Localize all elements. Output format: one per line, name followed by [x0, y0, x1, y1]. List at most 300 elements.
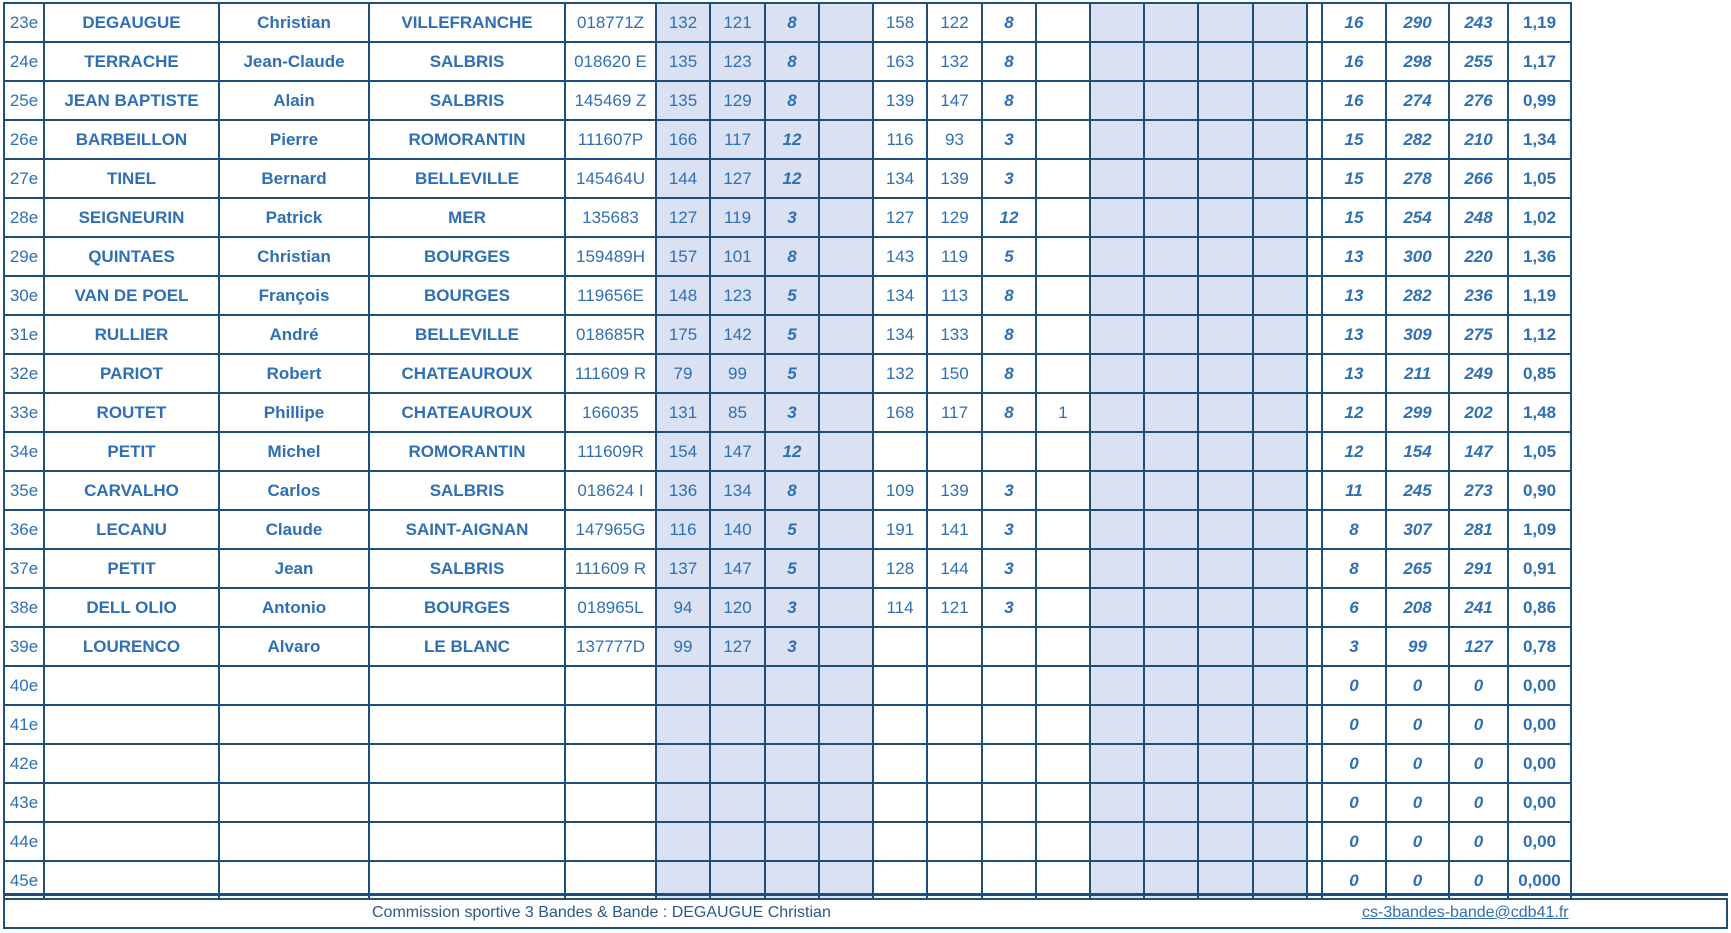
total-points: 0 — [1322, 666, 1386, 705]
empty-cell — [1198, 42, 1253, 81]
total-caroms: 0 — [1386, 861, 1449, 900]
match2-innings: 150 — [927, 354, 982, 393]
average-value: 0,91 — [1508, 549, 1571, 588]
match1-points: 116 — [656, 510, 710, 549]
player-firstname: Jean — [219, 549, 369, 588]
total-innings: 249 — [1449, 354, 1508, 393]
empty-cell — [1198, 822, 1253, 861]
player-name — [44, 705, 219, 744]
match1-innings: 123 — [710, 42, 765, 81]
player-name: TINEL — [44, 159, 219, 198]
empty-cell — [1144, 198, 1198, 237]
empty-cell — [1144, 822, 1198, 861]
license-number: 018965L — [565, 588, 656, 627]
empty-cell — [1253, 198, 1307, 237]
total-points: 16 — [1322, 81, 1386, 120]
match2-score: 8 — [982, 42, 1036, 81]
match1-points: 99 — [656, 627, 710, 666]
rank-cell: 37e — [4, 549, 44, 588]
match2-points — [873, 822, 927, 861]
match2-points: 139 — [873, 81, 927, 120]
club-name — [369, 822, 565, 861]
table-row — [4, 120, 1571, 159]
match1-points — [656, 822, 710, 861]
match1-score — [765, 705, 819, 744]
total-innings: 243 — [1449, 3, 1508, 42]
match1-innings: 134 — [710, 471, 765, 510]
spacer-cell — [1307, 588, 1322, 627]
empty-cell — [1090, 783, 1144, 822]
empty-cell — [1198, 510, 1253, 549]
empty-cell — [819, 588, 873, 627]
match3-points — [1036, 549, 1090, 588]
player-name: PARIOT — [44, 354, 219, 393]
match1-score: 3 — [765, 393, 819, 432]
table-row — [4, 471, 1571, 510]
match2-points: 163 — [873, 42, 927, 81]
table-row — [4, 510, 1571, 549]
rank-cell: 34e — [4, 432, 44, 471]
total-innings: 0 — [1449, 666, 1508, 705]
match1-score — [765, 744, 819, 783]
player-name: PETIT — [44, 432, 219, 471]
match1-innings: 127 — [710, 627, 765, 666]
player-name — [44, 666, 219, 705]
match1-innings — [710, 822, 765, 861]
match2-score: 3 — [982, 159, 1036, 198]
match1-innings — [710, 666, 765, 705]
total-points: 16 — [1322, 42, 1386, 81]
club-name: CHATEAUROUX — [369, 393, 565, 432]
club-name — [369, 705, 565, 744]
match1-innings — [710, 705, 765, 744]
spacer-cell — [1307, 198, 1322, 237]
empty-cell — [1144, 510, 1198, 549]
empty-cell — [1253, 315, 1307, 354]
total-innings: 0 — [1449, 861, 1508, 900]
match2-score: 3 — [982, 510, 1036, 549]
match1-score: 8 — [765, 81, 819, 120]
player-firstname: Michel — [219, 432, 369, 471]
match1-innings: 119 — [710, 198, 765, 237]
empty-cell — [1198, 783, 1253, 822]
match1-score: 12 — [765, 159, 819, 198]
spacer-cell — [1307, 42, 1322, 81]
player-firstname — [219, 705, 369, 744]
match2-points — [873, 666, 927, 705]
total-caroms: 0 — [1386, 705, 1449, 744]
rank-cell: 27e — [4, 159, 44, 198]
match1-score: 3 — [765, 588, 819, 627]
average-value: 1,05 — [1508, 432, 1571, 471]
match3-points — [1036, 666, 1090, 705]
table-row — [4, 822, 1571, 861]
total-innings: 248 — [1449, 198, 1508, 237]
match2-points: 168 — [873, 393, 927, 432]
match1-points: 132 — [656, 3, 710, 42]
empty-cell — [819, 627, 873, 666]
player-firstname: Jean-Claude — [219, 42, 369, 81]
empty-cell — [1090, 510, 1144, 549]
empty-cell — [1090, 42, 1144, 81]
match2-points: 143 — [873, 237, 927, 276]
rank-cell: 39e — [4, 627, 44, 666]
club-name: BOURGES — [369, 588, 565, 627]
match2-score: 3 — [982, 471, 1036, 510]
total-points: 15 — [1322, 120, 1386, 159]
club-name: SALBRIS — [369, 471, 565, 510]
empty-cell — [1253, 705, 1307, 744]
empty-cell — [1144, 120, 1198, 159]
match3-points — [1036, 42, 1090, 81]
match2-innings — [927, 627, 982, 666]
empty-cell — [1144, 783, 1198, 822]
match2-innings: 119 — [927, 237, 982, 276]
total-caroms: 154 — [1386, 432, 1449, 471]
total-points: 8 — [1322, 510, 1386, 549]
average-value: 0,99 — [1508, 81, 1571, 120]
club-name: CHATEAUROUX — [369, 354, 565, 393]
match3-points — [1036, 198, 1090, 237]
spacer-cell — [1307, 81, 1322, 120]
average-value: 1,19 — [1508, 276, 1571, 315]
empty-cell — [1198, 159, 1253, 198]
total-points: 11 — [1322, 471, 1386, 510]
match1-score — [765, 666, 819, 705]
total-innings: 276 — [1449, 81, 1508, 120]
match2-points: 127 — [873, 198, 927, 237]
total-points: 13 — [1322, 315, 1386, 354]
match2-score — [982, 744, 1036, 783]
spacer-cell — [1307, 315, 1322, 354]
license-number: 018620 E — [565, 42, 656, 81]
total-innings: 0 — [1449, 783, 1508, 822]
total-caroms: 265 — [1386, 549, 1449, 588]
total-points: 13 — [1322, 237, 1386, 276]
match1-points: 148 — [656, 276, 710, 315]
spacer-cell — [1307, 627, 1322, 666]
empty-cell — [1198, 198, 1253, 237]
empty-cell — [1198, 549, 1253, 588]
player-name — [44, 822, 219, 861]
total-innings: 202 — [1449, 393, 1508, 432]
rank-cell: 29e — [4, 237, 44, 276]
match1-innings: 123 — [710, 276, 765, 315]
empty-cell — [1090, 120, 1144, 159]
empty-cell — [1090, 432, 1144, 471]
total-caroms: 211 — [1386, 354, 1449, 393]
match1-innings: 147 — [710, 432, 765, 471]
total-innings: 266 — [1449, 159, 1508, 198]
match2-score: 12 — [982, 198, 1036, 237]
table-row — [4, 276, 1571, 315]
empty-cell — [1198, 705, 1253, 744]
average-value: 0,90 — [1508, 471, 1571, 510]
spacer-cell — [1307, 432, 1322, 471]
match1-points: 144 — [656, 159, 710, 198]
empty-cell — [1198, 81, 1253, 120]
total-caroms: 245 — [1386, 471, 1449, 510]
match3-points — [1036, 354, 1090, 393]
license-number: 111607P — [565, 120, 656, 159]
empty-cell — [819, 432, 873, 471]
total-innings: 0 — [1449, 744, 1508, 783]
match2-points: 116 — [873, 120, 927, 159]
table-row — [4, 3, 1571, 42]
empty-cell — [819, 276, 873, 315]
empty-cell — [1253, 471, 1307, 510]
match2-score — [982, 432, 1036, 471]
empty-cell — [1144, 159, 1198, 198]
average-value: 0,00 — [1508, 666, 1571, 705]
match2-innings: 139 — [927, 159, 982, 198]
match1-points: 131 — [656, 393, 710, 432]
club-name: BOURGES — [369, 237, 565, 276]
player-firstname — [219, 666, 369, 705]
empty-cell — [1090, 3, 1144, 42]
match1-score: 5 — [765, 354, 819, 393]
total-caroms: 0 — [1386, 822, 1449, 861]
empty-cell — [1198, 666, 1253, 705]
total-points: 12 — [1322, 393, 1386, 432]
empty-cell — [1253, 666, 1307, 705]
match2-score — [982, 627, 1036, 666]
match3-points — [1036, 81, 1090, 120]
empty-cell — [1090, 276, 1144, 315]
table-row — [4, 432, 1571, 471]
total-innings: 273 — [1449, 471, 1508, 510]
average-value: 1,05 — [1508, 159, 1571, 198]
match1-score: 8 — [765, 471, 819, 510]
empty-cell — [1144, 42, 1198, 81]
match2-innings — [927, 744, 982, 783]
table-row — [4, 627, 1571, 666]
match2-score: 5 — [982, 237, 1036, 276]
player-firstname: Christian — [219, 237, 369, 276]
match1-innings: 99 — [710, 354, 765, 393]
match2-innings — [927, 666, 982, 705]
empty-cell — [819, 81, 873, 120]
total-points: 0 — [1322, 783, 1386, 822]
average-value: 0,00 — [1508, 744, 1571, 783]
match2-innings — [927, 705, 982, 744]
player-name: LOURENCO — [44, 627, 219, 666]
club-name: BELLEVILLE — [369, 315, 565, 354]
total-caroms: 208 — [1386, 588, 1449, 627]
match2-score — [982, 822, 1036, 861]
rank-cell: 43e — [4, 783, 44, 822]
spacer-cell — [1307, 744, 1322, 783]
match2-score: 8 — [982, 3, 1036, 42]
empty-cell — [1090, 315, 1144, 354]
club-name — [369, 783, 565, 822]
table-row — [4, 705, 1571, 744]
license-number — [565, 705, 656, 744]
match2-innings: 139 — [927, 471, 982, 510]
match3-points — [1036, 783, 1090, 822]
total-innings: 275 — [1449, 315, 1508, 354]
match1-innings: 127 — [710, 159, 765, 198]
spacer-cell — [1307, 783, 1322, 822]
match1-score: 5 — [765, 510, 819, 549]
empty-cell — [1144, 276, 1198, 315]
spacer-cell — [1307, 393, 1322, 432]
empty-cell — [1090, 471, 1144, 510]
club-name: BELLEVILLE — [369, 159, 565, 198]
match3-points — [1036, 705, 1090, 744]
total-points: 0 — [1322, 744, 1386, 783]
empty-cell — [819, 159, 873, 198]
license-number: 159489H — [565, 237, 656, 276]
empty-cell — [819, 510, 873, 549]
match1-points — [656, 744, 710, 783]
average-value: 0,00 — [1508, 783, 1571, 822]
player-firstname — [219, 744, 369, 783]
empty-cell — [1253, 81, 1307, 120]
match1-score: 5 — [765, 549, 819, 588]
total-innings: 281 — [1449, 510, 1508, 549]
average-value: 0,78 — [1508, 627, 1571, 666]
empty-cell — [1198, 588, 1253, 627]
empty-cell — [1253, 42, 1307, 81]
match1-innings: 140 — [710, 510, 765, 549]
table-row — [4, 666, 1571, 705]
match2-score: 8 — [982, 315, 1036, 354]
match1-score: 12 — [765, 120, 819, 159]
spacer-cell — [1307, 549, 1322, 588]
empty-cell — [1090, 198, 1144, 237]
rank-cell: 24e — [4, 42, 44, 81]
spacer-cell — [1307, 159, 1322, 198]
average-value: 1,02 — [1508, 198, 1571, 237]
total-points: 12 — [1322, 432, 1386, 471]
player-name: BARBEILLON — [44, 120, 219, 159]
rank-cell: 40e — [4, 666, 44, 705]
license-number: 111609R — [565, 432, 656, 471]
match1-score: 3 — [765, 198, 819, 237]
match1-innings: 121 — [710, 3, 765, 42]
empty-cell — [1144, 354, 1198, 393]
player-firstname: Patrick — [219, 198, 369, 237]
club-name: ROMORANTIN — [369, 120, 565, 159]
match1-score: 8 — [765, 237, 819, 276]
rank-cell: 25e — [4, 81, 44, 120]
rank-cell: 41e — [4, 705, 44, 744]
average-value: 0,00 — [1508, 705, 1571, 744]
player-name: VAN DE POEL — [44, 276, 219, 315]
match2-points: 158 — [873, 3, 927, 42]
total-caroms: 300 — [1386, 237, 1449, 276]
match2-score: 3 — [982, 120, 1036, 159]
match1-score: 8 — [765, 42, 819, 81]
match2-innings: 144 — [927, 549, 982, 588]
match3-points — [1036, 627, 1090, 666]
rank-cell: 35e — [4, 471, 44, 510]
match1-innings — [710, 744, 765, 783]
match2-score: 8 — [982, 276, 1036, 315]
player-firstname: Pierre — [219, 120, 369, 159]
license-number — [565, 744, 656, 783]
match1-innings: 142 — [710, 315, 765, 354]
license-number — [565, 822, 656, 861]
ranking-rows — [4, 3, 1571, 900]
rank-cell: 45e — [4, 861, 44, 900]
empty-cell — [1144, 705, 1198, 744]
match2-points: 128 — [873, 549, 927, 588]
empty-cell — [819, 393, 873, 432]
match3-points — [1036, 276, 1090, 315]
player-name: DELL OLIO — [44, 588, 219, 627]
player-name: PETIT — [44, 549, 219, 588]
club-name: VILLEFRANCHE — [369, 3, 565, 42]
license-number: 018624 I — [565, 471, 656, 510]
empty-cell — [1090, 237, 1144, 276]
total-points: 6 — [1322, 588, 1386, 627]
spacer-cell — [1307, 822, 1322, 861]
match2-score — [982, 705, 1036, 744]
empty-cell — [1144, 744, 1198, 783]
total-points: 16 — [1322, 3, 1386, 42]
player-name — [44, 744, 219, 783]
match1-points: 79 — [656, 354, 710, 393]
total-caroms: 274 — [1386, 81, 1449, 120]
rank-cell: 33e — [4, 393, 44, 432]
total-points: 0 — [1322, 861, 1386, 900]
table-row — [4, 198, 1571, 237]
match2-innings — [927, 783, 982, 822]
match1-score: 5 — [765, 315, 819, 354]
match2-score: 8 — [982, 354, 1036, 393]
empty-cell — [1198, 120, 1253, 159]
total-points: 3 — [1322, 627, 1386, 666]
club-name: SAINT-AIGNAN — [369, 510, 565, 549]
match1-points: 135 — [656, 81, 710, 120]
match3-points — [1036, 315, 1090, 354]
table-row — [4, 744, 1571, 783]
match3-points — [1036, 822, 1090, 861]
match2-points: 114 — [873, 588, 927, 627]
empty-cell — [1090, 393, 1144, 432]
match2-points — [873, 627, 927, 666]
total-caroms: 309 — [1386, 315, 1449, 354]
club-name: BOURGES — [369, 276, 565, 315]
empty-cell — [1253, 237, 1307, 276]
empty-cell — [1253, 510, 1307, 549]
match3-points — [1036, 471, 1090, 510]
rank-cell: 36e — [4, 510, 44, 549]
rank-cell: 32e — [4, 354, 44, 393]
total-innings: 0 — [1449, 822, 1508, 861]
club-name — [369, 666, 565, 705]
spacer-cell — [1307, 354, 1322, 393]
rank-cell: 31e — [4, 315, 44, 354]
player-name: CARVALHO — [44, 471, 219, 510]
match2-score: 8 — [982, 393, 1036, 432]
empty-cell — [1090, 354, 1144, 393]
match2-innings: 122 — [927, 3, 982, 42]
spacer-cell — [1307, 471, 1322, 510]
average-value: 1,17 — [1508, 42, 1571, 81]
player-firstname: Alain — [219, 81, 369, 120]
match3-points — [1036, 237, 1090, 276]
contact-email-link[interactable]: cs-3bandes-bande@cdb41.fr — [1362, 904, 1569, 921]
spacer-cell — [1307, 237, 1322, 276]
player-name: LECANU — [44, 510, 219, 549]
total-innings: 220 — [1449, 237, 1508, 276]
empty-cell — [1090, 588, 1144, 627]
match2-innings: 121 — [927, 588, 982, 627]
average-value: 0,00 — [1508, 822, 1571, 861]
